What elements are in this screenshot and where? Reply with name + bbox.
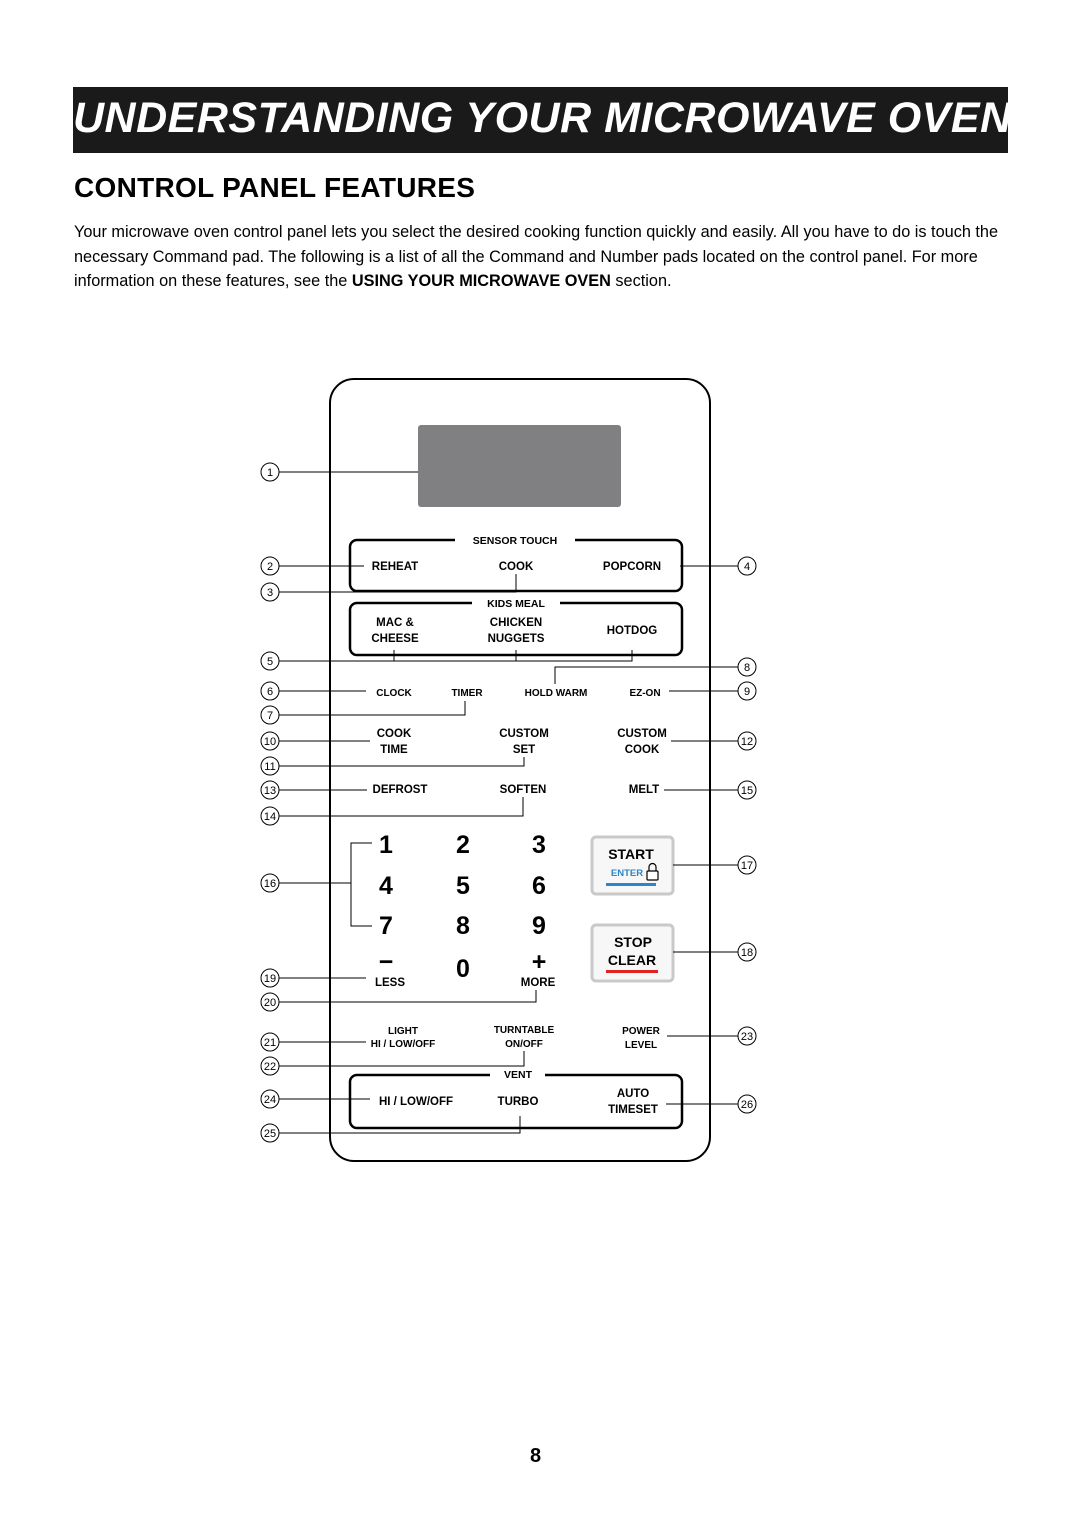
- mac-cheese-pad-line1[interactable]: MAC &: [376, 617, 414, 629]
- mac-cheese-pad-line2[interactable]: CHEESE: [371, 633, 419, 645]
- power-level-pad-line1[interactable]: POWER: [622, 1026, 660, 1037]
- cook-time-pad-line2[interactable]: TIME: [380, 744, 408, 756]
- digit-5-pad[interactable]: 5: [456, 872, 470, 900]
- plus-symbol[interactable]: +: [531, 948, 547, 976]
- light-pad-line2[interactable]: HI / LOW/OFF: [370, 1039, 436, 1050]
- start-button[interactable]: [592, 837, 673, 894]
- custom-cook-pad-line1[interactable]: CUSTOM: [617, 728, 667, 740]
- hotdog-pad[interactable]: HOTDOG: [606, 625, 658, 637]
- hold-warm-pad[interactable]: HOLD WARM: [524, 688, 588, 699]
- soften-pad[interactable]: SOFTEN: [499, 784, 547, 796]
- digit-7-pad[interactable]: 7: [379, 912, 393, 940]
- svg-text:11: 11: [264, 761, 276, 773]
- callout-6: [261, 682, 279, 700]
- vent-hi-low-off-pad[interactable]: HI / LOW/OFF: [378, 1096, 454, 1108]
- callout-17: [738, 856, 756, 874]
- intro-end: section.: [610, 272, 672, 290]
- clear-label: CLEAR: [607, 952, 657, 968]
- turbo-pad[interactable]: TURBO: [497, 1096, 539, 1108]
- light-pad-line1[interactable]: LIGHT: [388, 1026, 418, 1037]
- kids-meal-title: KIDS MEAL: [487, 598, 545, 610]
- digit-4-pad[interactable]: 4: [379, 872, 393, 900]
- svg-text:1: 1: [266, 467, 274, 479]
- auto-timeset-pad-line2[interactable]: TIMESET: [608, 1104, 658, 1116]
- cook-time-pad-line1[interactable]: COOK: [376, 728, 412, 740]
- callout-2: [261, 557, 279, 575]
- defrost-pad[interactable]: DEFROST: [372, 784, 428, 796]
- digit-8-pad[interactable]: 8: [456, 912, 470, 940]
- timer-pad[interactable]: TIMER: [451, 688, 483, 699]
- svg-text:6: 6: [266, 686, 274, 698]
- svg-text:14: 14: [263, 811, 277, 823]
- svg-text:23: 23: [740, 1031, 754, 1043]
- reheat-pad[interactable]: REHEAT: [371, 561, 419, 573]
- custom-cook-pad-line2[interactable]: COOK: [624, 744, 660, 756]
- sensor-cook-pad[interactable]: COOK: [498, 561, 534, 573]
- clock-pad[interactable]: CLOCK: [376, 688, 412, 699]
- intro-bold-reference: USING YOUR MICROWAVE OVEN: [351, 272, 611, 290]
- start-label: START: [608, 846, 654, 862]
- stop-button[interactable]: [592, 925, 673, 981]
- auto-timeset-pad-line1[interactable]: AUTO: [616, 1088, 650, 1100]
- callout-15: [738, 781, 756, 799]
- callout-24: [261, 1090, 279, 1108]
- callout-20: [261, 993, 279, 1011]
- svg-text:12: 12: [740, 736, 754, 748]
- chicken-nuggets-pad-line2[interactable]: NUGGETS: [487, 633, 545, 645]
- callout-13: [261, 781, 279, 799]
- ez-on-pad[interactable]: EZ-ON: [629, 688, 661, 699]
- svg-text:16: 16: [263, 878, 277, 890]
- intro-text: Your microwave oven control panel lets you select the desired cooking function quickly and easily. All you have to do is touch the necessary Command pad. The following is a list of all the Command and Number pads located on the control panel. For more information on these features, see the: [74, 223, 999, 290]
- start-underline: [606, 883, 656, 886]
- svg-text:26: 26: [740, 1099, 754, 1111]
- callout-11: [261, 757, 279, 775]
- callout-25: [261, 1124, 279, 1142]
- callout-21: [261, 1033, 279, 1051]
- enter-label: ENTER: [610, 868, 644, 879]
- chicken-nuggets-pad-line1[interactable]: CHICKEN: [489, 617, 543, 629]
- custom-set-pad-line1[interactable]: CUSTOM: [499, 728, 549, 740]
- minus-symbol[interactable]: −: [378, 948, 394, 976]
- svg-text:5: 5: [266, 656, 274, 668]
- less-pad[interactable]: LESS: [374, 977, 406, 989]
- section-title: CONTROL PANEL FEATURES: [74, 172, 476, 203]
- callout-5: [261, 652, 279, 670]
- callout-26: [738, 1095, 756, 1113]
- sensor-touch-title: SENSOR TOUCH: [472, 535, 558, 547]
- svg-text:10: 10: [263, 736, 277, 748]
- callout-3: [261, 583, 279, 601]
- callout-19: [261, 969, 279, 987]
- digit-0-pad[interactable]: 0: [456, 955, 470, 983]
- svg-text:7: 7: [266, 710, 274, 722]
- page-number: 8: [530, 1445, 542, 1467]
- stop-underline: [606, 970, 658, 973]
- vent-title: VENT: [503, 1069, 533, 1081]
- svg-text:21: 21: [263, 1037, 277, 1049]
- digit-9-pad[interactable]: 9: [532, 912, 546, 940]
- turntable-pad-line2[interactable]: ON/OFF: [505, 1039, 543, 1050]
- custom-set-pad-line2[interactable]: SET: [512, 744, 536, 756]
- callout-10: [261, 732, 279, 750]
- svg-text:19: 19: [263, 973, 277, 985]
- svg-text:17: 17: [740, 860, 754, 872]
- callout-23: [738, 1027, 756, 1045]
- callout-12: [738, 732, 756, 750]
- callout-14: [261, 807, 279, 825]
- svg-text:4: 4: [743, 561, 751, 573]
- svg-text:9: 9: [743, 686, 751, 698]
- svg-text:22: 22: [263, 1061, 277, 1073]
- svg-text:2: 2: [266, 561, 274, 573]
- callout-22: [261, 1057, 279, 1075]
- callout-18: [738, 943, 756, 961]
- popcorn-pad[interactable]: POPCORN: [602, 561, 662, 573]
- svg-text:15: 15: [740, 785, 754, 797]
- digit-1-pad[interactable]: 1: [379, 831, 393, 859]
- callout-8: [738, 658, 756, 676]
- callout-4: [738, 557, 756, 575]
- svg-text:20: 20: [263, 997, 277, 1009]
- svg-text:18: 18: [740, 947, 754, 959]
- callout-16: [261, 874, 279, 892]
- svg-text:13: 13: [263, 785, 277, 797]
- more-pad[interactable]: MORE: [520, 977, 556, 989]
- callout-9: [738, 682, 756, 700]
- power-level-pad-line2[interactable]: LEVEL: [624, 1040, 658, 1051]
- banner-title: UNDERSTANDING YOUR MICROWAVE OVEN: [73, 94, 1012, 142]
- turntable-pad-line1[interactable]: TURNTABLE: [493, 1025, 555, 1036]
- svg-text:3: 3: [266, 587, 274, 599]
- svg-text:24: 24: [263, 1094, 277, 1106]
- callout-1: [261, 463, 279, 481]
- melt-pad[interactable]: MELT: [628, 784, 660, 796]
- digit-3-pad[interactable]: 3: [532, 831, 546, 859]
- digit-6-pad[interactable]: 6: [532, 872, 546, 900]
- svg-text:8: 8: [743, 662, 751, 674]
- stop-label: STOP: [614, 934, 652, 950]
- svg-text:25: 25: [263, 1128, 277, 1140]
- digit-2-pad[interactable]: 2: [456, 831, 470, 859]
- display-window: [418, 425, 621, 507]
- callout-7: [261, 706, 279, 724]
